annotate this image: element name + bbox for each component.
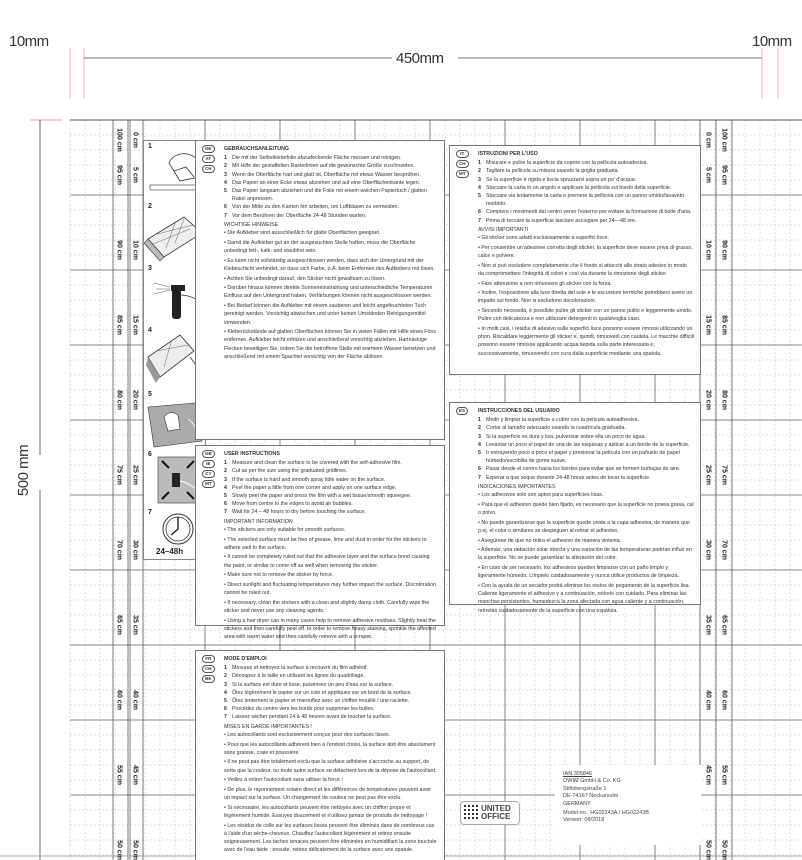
ruler-label-outer-right: 95 cm: [720, 165, 728, 185]
instructions-en: [195, 445, 445, 641]
note-item: • Los adhesivos solo son aptos para superficies lisas.: [478, 492, 604, 499]
section-title: INSTRUCCIONES DEL USUARIO: [478, 408, 560, 414]
ruler-label-inner-right: 40 cm: [704, 690, 712, 710]
step-item: 6 Von der Mitte zu den Kanten hin arbeiten, um Luftblasen zu vermeiden.: [224, 204, 399, 211]
note-item: • Secondo necessità, è possibile pulire gli sticker con un panno pulito e leggermente umido. Pulire con delicatezza e non utilizzare detergenti in qualsivoglia caso.: [478, 308, 693, 323]
ruler-label-inner-right: 35 cm: [704, 615, 712, 635]
step-text: Si la superficie es dura y lisa, pulverizar sobre ella un poco de agua.: [486, 433, 646, 440]
step-text: Esperar a que seque durante 24-48 horas antes de tocar la superficie.: [486, 474, 651, 481]
step-item: 1 Mesurez et nettoyez la surface à recouvrir du film adhésif.: [224, 665, 368, 672]
note-item: • Además, una radiación solar directa y una variación de las temperaturas podrían influir en la superficie. No se puede garantizar la alteración del color.: [478, 547, 692, 562]
note-item: • It cannot be completely ruled out that the adhesive layer and the surface bond causing the paint, or similar to come off as well when removing the sticker.: [224, 554, 430, 569]
step-text: Si la surface est dure et lisse, pulvérisez un peu d'eau sur la surface.: [232, 681, 394, 688]
steps-list: [204, 664, 438, 721]
ruler-label-outer-right: 80 cm: [720, 390, 728, 410]
step-text: Mesurez et nettoyez la surface à recouvrir du film adhésif.: [232, 665, 368, 672]
step-item: 5 Das Papier langsam abziehen und die Folie mit einem weichen Papiertuch / glatten Rakel anpressen.: [224, 187, 438, 203]
country: GERMANY: [563, 800, 591, 807]
step-item: 7 Prima di toccare la superficie lasciare asciugare per 24—48 ore.: [478, 217, 637, 224]
ruler-label-inner-left: 35 cm: [131, 615, 139, 635]
notes-list: [204, 229, 438, 361]
ruler-label-inner-left: 45 cm: [131, 765, 139, 785]
step-text: Pasar desde el centro hacia los bordes para evitar que se formen burbujas de aire.: [486, 466, 681, 473]
logo-line-2: OFFICE: [481, 812, 511, 821]
notes-heading: INDICACIONES IMPORTANTES: [478, 483, 556, 490]
ruler-label-inner-right: 25 cm: [704, 465, 712, 485]
notes-list: [204, 731, 438, 855]
note-item: • Les résidus de colle sur les surfaces lisses peuvent être éliminés dans de nombreux cas à l'aide d'un sèche-cheveux. Chauffez l'autocollant légèrement et retirez ensuite soigneusement. Les taches tenaces peuvent être éliminées en humidifiant la zone touchée avec de l'eau tiède ; ensuite, retirez délicatement de la surface avec une spatule.: [224, 822, 437, 854]
ruler-label-outer-right: 50 cm: [720, 840, 728, 860]
note-item: • Il ne peut pas être totalement exclu que la surface adhésive s'accroche au support, de sorte que la couleur, ou toute autre surface se détachent lors de la dépose de l'autocollant.: [224, 759, 437, 774]
step-item: 4 Das Papier an einer Ecke etwas abziehen und auf eine Oberflächenkante legen.: [224, 179, 421, 186]
step-text: Prima di toccare la superficie lasciare asciugare per 24—48 ore.: [486, 217, 637, 224]
step-item: 7 Laissez sécher pendant 24 à 48 heures avant de toucher la surface.: [224, 714, 392, 721]
clock-label: 24–48h: [156, 547, 184, 556]
step-item: 7 Wait for 24 – 48 hours to dry before touching the surface.: [224, 509, 366, 516]
notes-heading: WICHTIGE HINWEISE: [224, 221, 279, 228]
ruler-label-outer-left: 95 cm: [115, 165, 123, 185]
section-title: USER INSTRUCTIONS: [224, 451, 280, 457]
ruler-label-inner-right: 30 cm: [704, 540, 712, 560]
step-text: Staccare la carta in un angolo e applicare la pellicola sul bordo della superficie.: [486, 184, 672, 191]
note-item: • Achten Sie unbedingt darauf, den Sticker nicht gewaltsam zu lösen.: [224, 275, 386, 282]
country-badge: IE: [202, 460, 215, 468]
model-number: Model no.: HG02243A / HG02243B: [563, 810, 649, 817]
country-badges: [202, 450, 215, 488]
width-label: 450mm: [396, 50, 444, 67]
step-number: 6: [148, 451, 152, 458]
step-item: 2 Mit Hilfe der gestaffelten Rasterlinien auf die gewünschte Größe zuschneiden.: [224, 163, 415, 170]
company-name: OWIM GmbH & Co. KG: [563, 778, 621, 785]
note-item: • Bei Bedarf können die Aufkleber mit einem sauberen und leicht angefeuchteten Tuch gereinigt werden. Vorsichtig abwischen und unter keinen Umständen Reinigungsmittel verwenden.: [224, 303, 427, 326]
ruler-label-inner-left: 30 cm: [131, 540, 139, 560]
country-badge: CY: [202, 470, 215, 478]
steps-list: [204, 154, 438, 220]
ruler-label-outer-right: 65 cm: [720, 615, 728, 635]
notes-list: [204, 526, 438, 642]
step-text: Laissez sécher pendant 24 à 48 heures avant de toucher la surface.: [232, 714, 392, 721]
step-item: 5 Slowly peel the paper and press the film with a wet tissue/smooth squeegee.: [224, 493, 412, 500]
step-item: 4 Peel the paper a little from one corner and apply on one surface edge.: [224, 484, 397, 491]
city: DE-74167 Neckarsulm: [563, 793, 619, 800]
ruler-label-inner-left: 20 cm: [131, 390, 139, 410]
note-item: • The selected surface must be free of grease, lime and dust in order for the stickers to adhere well to the surface.: [224, 536, 427, 551]
step-text: Peel the paper a little from one corner and apply on one surface edge.: [232, 484, 397, 491]
steps-list: [458, 159, 694, 225]
step-number: 4: [148, 327, 152, 334]
ruler-label-outer-right: 85 cm: [720, 315, 728, 335]
notes-heading: IMPORTANT INFORMATION: [224, 518, 293, 525]
step-item: 5 Ir extrayendo poco a poco el papel y presionar la película con un pañuelo de papel húmedo/escobilla de goma suave.: [478, 449, 694, 465]
country-badges: [456, 150, 469, 178]
ruler-label-inner-right: 0 cm: [704, 132, 712, 148]
step-text: Ir extrayendo poco a poco el papel y presionar la película con un pañuelo de papel húmedo/escobilla de goma suave.: [486, 450, 680, 465]
step-item: 3 Wenn die Oberfläche hart und glatt ist, Oberfläche mit etwas Wasser besprühen.: [224, 171, 421, 178]
step-text: Procédez du centre vers les bords pour supprimer les bulles.: [232, 706, 375, 713]
note-item: • Si nécessaire, les autocollants peuvent être nettoyés avec un chiffon propre et légèrement humide. Essuyez doucement et n'utilisez jamais de produits de nettoyage !: [224, 804, 427, 820]
ruler-label-inner-right: 10 cm: [704, 240, 712, 260]
country-badge: CH: [202, 665, 215, 673]
ruler-label-outer-left: 50 cm: [115, 840, 123, 860]
note-item: • Kleberückstände auf glatten Oberflächen können Sie in vielen Fällen mit Hilfe eines Föns entfernen. Aufkleber leicht erhitzen und anschließend vorsichtig abziehen. Hartnäckige Flecken beseitigen Sie, indem Sie die betroffene Stelle mit warmem Wasser benetzen und anschließend mit einem Spachtel vorsichtig von der Fläche ablösen.: [224, 329, 437, 360]
step-text: Die mit der Selbstklebefolie abzudeckende Fläche messen und reinigen.: [232, 155, 402, 162]
ruler-label-outer-right: 55 cm: [720, 765, 728, 785]
ruler-label-outer-left: 55 cm: [115, 765, 123, 785]
step-item: 3 Si la superficie es dura y lisa, pulverizar sobre ella un poco de agua.: [478, 433, 646, 440]
step-text: Se la superficie è rigida e liscia spruzzarvi sopra un po' d'acqua.: [486, 176, 637, 183]
step-item: 2 Cortar al tamaño adecuado usando la cuadrícula graduada.: [478, 425, 626, 432]
steps-list: [204, 459, 438, 516]
ruler-label-inner-left: 40 cm: [131, 690, 139, 710]
step-number: 7: [148, 509, 152, 516]
country-badge: MT: [456, 170, 469, 178]
step-text: Levantar un poco el papel de una de las esquinas y aplicar a un borde de la superficie.: [486, 441, 690, 448]
note-item: • Asegúrese de que no retira el adhesivo de manera violenta.: [478, 537, 622, 544]
ruler-label-outer-right: 90 cm: [720, 240, 728, 260]
ruler-label-outer-left: 70 cm: [115, 540, 123, 560]
country-badge: CH: [456, 160, 469, 168]
step-item: 2 Découpez à la taille en utilisant les lignes du quadrillage.: [224, 673, 365, 680]
step-text: Wait for 24 – 48 hours to dry before touching the surface.: [232, 509, 366, 516]
ruler-label-inner-left: 10 cm: [131, 240, 139, 260]
note-item: • No puede garantizarse que la superficie quede unida a la capa adhesiva, de manera que p.ej. el color o similares se despeguen al retirar el adhesivo.: [478, 519, 690, 534]
ruler-label-inner-right: 5 cm: [704, 167, 712, 183]
note-item: • En caso de ser necesario, los adhesivos pueden limpiarse con un paño limpio y ligeramente húmedo. Límpielo cuidadosamente y nunca utilice productos de limpieza.: [478, 565, 680, 580]
step-item: 5 Staccare via lentamente la carta e premere la pellicola con un panno umido/lavavetri morbido.: [478, 192, 694, 208]
ruler-label-inner-right: 20 cm: [704, 390, 712, 410]
ruler-label-inner-right: 50 cm: [704, 840, 712, 860]
height-label: 500 mm: [15, 444, 33, 497]
step-item: 4 Staccare la carta in un angolo e applicare la pellicola sul bordo della superficie.: [478, 184, 672, 191]
manufacturer-info: [555, 765, 701, 845]
country-badge: IT: [456, 150, 469, 158]
instructions-it: [449, 145, 701, 375]
note-item: • If necessary, clean the stickers with a clean and slightly damp cloth. Carefully wipe the sticker and never use any cleaning agents.: [224, 599, 430, 615]
step-item: 3 If the surface is hard and smooth spray little water on the surface.: [224, 476, 386, 483]
section-title: ISTRUZIONI PER L'USO: [478, 151, 538, 157]
step-text: Compiere i movimenti dal centro verso l'esterno per evitare la formazione di bolle d'aria.: [486, 209, 692, 216]
note-item: • De plus, le rayonnement solaire direct et les différences de températures peuvent avoir un impact sur la surface. Un changement de couleur ne peut pas être exclu.: [224, 787, 431, 802]
step-text: Von der Mitte zu den Kanten hin arbeiten, um Luftblasen zu vermeiden.: [232, 204, 399, 211]
step-item: 6 Compiere i movimenti dal centro verso l'esterno per evitare la formazione di bolle d'aria.: [478, 209, 692, 216]
ruler-label-outer-left: 65 cm: [115, 615, 123, 635]
country-badge: MT: [202, 480, 215, 488]
section-title: GEBRAUCHSANLEITUNG: [224, 146, 290, 152]
step-item: 2 Tagliare la pellicola su misura usando la griglia graduata.: [478, 168, 620, 175]
ian-number: IAN 305846: [563, 771, 593, 777]
note-item: • Make sure not to remove the sticker by force.: [224, 572, 334, 579]
ruler-label-inner-left: 25 cm: [131, 465, 139, 485]
ruler-label-outer-right: 75 cm: [720, 465, 728, 485]
steps-list: [458, 416, 694, 482]
step-text: Cortar al tamaño adecuado usando la cuadrícula graduada.: [486, 425, 626, 432]
note-item: • Die Aufkleber sind ausschließlich für glatte Oberflächen geeignet.: [224, 230, 381, 237]
step-number: 5: [148, 391, 152, 398]
logo-line-1: UNITED: [481, 804, 511, 813]
step-text: Misurare e pulire la superficie da coprire con la pellicola autoadesiva.: [486, 160, 648, 167]
step-text: Wenn die Oberfläche hart und glatt ist, Oberfläche mit etwas Wasser besprühen.: [232, 171, 421, 178]
step-text: Découpez à la taille en utilisant les lignes du quadrillage.: [232, 673, 365, 680]
note-item: • In molti casi, i residui di adesivo sulle superfici lisce possono essere rimossi utilizzando un phon. Riscaldare leggermente gli sticker e, quindi, rimuoverli con cautela. Le macchie difficili possono essere rimosse applicando acqua tiepida sulla parte interessata e, successivamente, rimuovendo con cura dalla superficie mediante una spatola.: [478, 326, 695, 357]
ruler-label-inner-left: 0 cm: [131, 132, 139, 148]
ruler-label-inner-right: 45 cm: [704, 765, 712, 785]
ruler-label-inner-right: 15 cm: [704, 315, 712, 335]
note-item: • Inoltre, l'esposizione alla luce diretta del sole e le escursioni termiche potrebbero avere un impatto sul fondo. Non si escludono decolorazioni.: [478, 290, 693, 305]
instructions-de: [195, 140, 445, 440]
instructions-fr: [195, 650, 445, 860]
notes-list: [458, 491, 694, 615]
step-text: Staccare via lentamente la carta e premere la pellicola con un panno umido/lavavetri morbido.: [486, 193, 685, 208]
country-badge: GB: [202, 450, 215, 458]
left-margin-label: 10mm: [9, 33, 49, 50]
ruler-label-outer-right: 100 cm: [720, 128, 728, 152]
ruler-label-outer-left: 90 cm: [115, 240, 123, 260]
country-badge: CH: [202, 165, 215, 173]
version: Version: 08/2018: [563, 817, 605, 824]
united-office-logo: [460, 801, 520, 825]
step-item: 6 Procédez du centre vers les bords pour supprimer les bulles.: [224, 706, 375, 713]
step-item: 6 Pasar desde el centro hacia los bordes para evitar que se formen burbujas de aire.: [478, 466, 681, 473]
step-text: Vor dem Berühren der Oberfläche 24-48 Stunden warten.: [232, 212, 367, 219]
step-text: Das Papier an einer Ecke etwas abziehen und auf eine Oberflächenkante legen.: [232, 179, 421, 186]
country-badge: AT: [202, 155, 215, 163]
note-item: • Para que el adhesivo quede bien fijado, es necesario que la superficie no posea grasa, cal o polvo.: [478, 501, 694, 516]
step-text: Das Papier langsam abziehen und die Folie mit einem weichen Papiertuch / glatten Rakel anpressen.: [232, 188, 427, 203]
country-badge: FR: [202, 655, 215, 663]
step-item: 1 Measure and clean the surface to be covered with the self-adhesive film.: [224, 460, 402, 467]
ruler-label-inner-left: 15 cm: [131, 315, 139, 335]
country-badges: [202, 655, 215, 683]
step-text: Ôtez légèrement le papier sur un coin et appliquez sur un bord de la surface.: [232, 689, 412, 696]
step-item: 2 Cut as per the size using the graduated gridlines.: [224, 468, 348, 475]
note-item: • Es kann nicht vollständig ausgeschlossen werden, dass sich der Untergrund mit der Klebeschicht verbindet, so dass sich Farbe, o.Ä. beim Entfernen des Aufklebers mit lösen.: [224, 257, 435, 272]
note-item: • Direct sunlight and fluctuating temperatures may further impact the surface. Discoloration cannot be ruled out.: [224, 582, 437, 597]
step-text: If the surface is hard and smooth spray little water on the surface.: [232, 476, 386, 483]
step-text: Tagliare la pellicola su misura usando la griglia graduata.: [486, 168, 620, 175]
note-item: • Fare attenzione a non rimuovere gli sticker con la forza.: [478, 280, 612, 287]
note-item: • Darüber hinaus können direkte Sonneneinstrahlung und unterschiedliche Temperaturen Einfluss auf den Untergrund haben. Verfärbungen können nicht ausgeschlossen werden.: [224, 285, 433, 300]
note-item: • Pour que les autocollants adhèrent bien à l'endroit choisi, la surface doit être absolument sans graisse, craie et poussière.: [224, 741, 436, 756]
right-margin-label: 10mm: [752, 33, 792, 50]
country-badge: ES: [456, 407, 468, 415]
ruler-label-inner-left: 50 cm: [131, 840, 139, 860]
step-item: 1 Medir y limpiar la superficie a cubrir con la película autoadhesiva.: [478, 417, 640, 424]
note-item: • The stickers are only suitable for smooth surfaces.: [224, 526, 346, 533]
note-item: • Gli sticker sono adatti esclusivamente a superfici lisce.: [478, 235, 610, 242]
step-item: 1 Misurare e pulire la superficie da coprire con la pellicola autoadesiva.: [478, 160, 648, 167]
instructions-es: [449, 402, 701, 614]
note-item: • Non si può escludere completamente che il fondo si attacchi allo strato adesivo in modo da compromettere l'integrità di colori e così via durante la rimozione degli sticker.: [478, 262, 687, 277]
step-item: 6 Move from centre to the edges to avoid air bubbles.: [224, 501, 353, 508]
step-text: Measure and clean the surface to be covered with the self-adhesive film.: [232, 460, 402, 467]
note-item: • Les autocollants sont exclusivement conçus pour des surfaces lisses.: [224, 731, 391, 738]
logo-dots-icon: [463, 804, 479, 822]
step-text: Ôtez lentement le papier et marouflez avec un chiffon mouillé / une raclette.: [232, 698, 410, 705]
street: Stiftsbergstraße 1: [563, 785, 607, 792]
ruler-label-outer-right: 70 cm: [720, 540, 728, 560]
ruler-label-outer-right: 60 cm: [720, 690, 728, 710]
section-title: MODE D'EMPLOI: [224, 656, 267, 662]
country-badges: [456, 407, 468, 415]
ruler-label-outer-left: 60 cm: [115, 690, 123, 710]
note-item: • Per consentire un'adesione corretta degli sticker, la superficie deve essere priva di grasso, calce e polvere.: [478, 244, 693, 259]
step-item: 1 Die mit der Selbstklebefolie abzudeckende Fläche messen und reinigen.: [224, 155, 402, 162]
step-item: 7 Vor dem Berühren der Oberfläche 24-48 Stunden warten.: [224, 212, 367, 219]
step-text: Cut as per the size using the graduated gridlines.: [232, 468, 348, 475]
step-item: 7 Esperar a que seque durante 24-48 horas antes de tocar la superficie.: [478, 474, 651, 481]
notes-list: [458, 234, 694, 358]
ruler-label-outer-left: 75 cm: [115, 465, 123, 485]
ruler-label-outer-left: 100 cm: [115, 128, 123, 152]
ruler-label-inner-left: 5 cm: [131, 167, 139, 183]
step-number: 1: [148, 143, 152, 150]
ruler-label-outer-left: 80 cm: [115, 390, 123, 410]
notes-heading: MISES EN GARDE IMPORTANTES !: [224, 723, 312, 730]
step-text: Move from centre to the edges to avoid air bubbles.: [232, 501, 353, 508]
note-item: • Con la ayuda de un secador podrá eliminar los restos de pegamento de la superficie lisa. Caliente ligeramente el adhesivo y a continuación, retírelo con cuidado. Para eliminar las manchas persistentes, humedezca la zona afectada con agua caliente y a continuación, retírelas cuidadosamente de la superficie con una espátula.: [478, 583, 691, 614]
ruler-label-outer-left: 85 cm: [115, 315, 123, 335]
step-item: 3 Se la superficie è rigida e liscia spruzzarvi sopra un po' d'acqua.: [478, 176, 637, 183]
step-number: 3: [148, 265, 152, 272]
country-badges: [202, 145, 215, 173]
step-item: 5 Ôtez lentement le papier et marouflez avec un chiffon mouillé / une raclette.: [224, 698, 410, 705]
step-text: Medir y limpiar la superficie a cubrir con la película autoadhesiva.: [486, 417, 640, 424]
country-badge: BE: [202, 675, 215, 683]
step-item: 4 Levantar un poco el papel de una de las esquinas y aplicar a un borde de la superficie.: [478, 441, 690, 448]
step-text: Slowly peel the paper and press the film with a wet tissue/smooth squeegee.: [232, 493, 412, 500]
note-item: • Veillez à retirer l'autocollant sans utiliser la force !: [224, 777, 343, 784]
note-item: • Damit die Aufkleber gut an der ausgesuchten Stelle haften, muss die Oberfläche unbedingt fett-, kalk- und staubfrei sein.: [224, 239, 416, 254]
step-number: 2: [148, 203, 152, 210]
step-item: 4 Ôtez légèrement le papier sur un coin et appliquez sur un bord de la surface.: [224, 689, 412, 696]
note-item: • Using a hair dryer can in many cases help to remove adhesive residues. Slightly heat the stickers and then carefully peel off. In order to remove heavy staining, sprinkle the affected area with warm water and then carefully remove with a scraper.: [224, 617, 436, 641]
country-badge: DE: [202, 145, 215, 153]
step-item: 3 Si la surface est dure et lisse, pulvérisez un peu d'eau sur la surface.: [224, 681, 394, 688]
step-text: Mit Hilfe der gestaffelten Rasterlinien auf die gewünschte Größe zuschneiden.: [232, 163, 415, 170]
notes-heading: AVVISI IMPORTANTI: [478, 226, 529, 233]
